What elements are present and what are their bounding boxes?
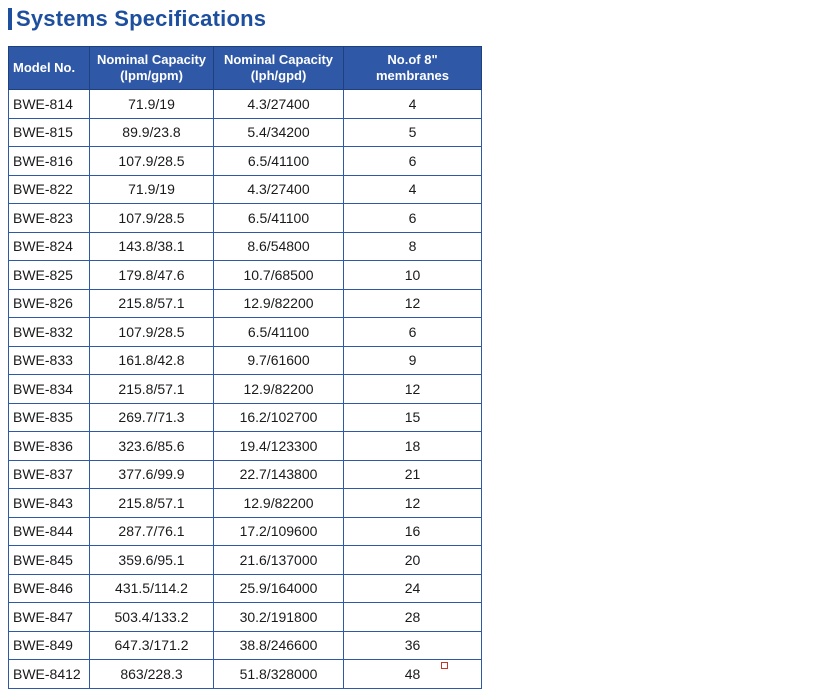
membranes-cell: 16 (344, 517, 482, 546)
header-capacity-lph (214, 47, 344, 90)
capacity-lpm-cell: 179.8/47.6 (90, 261, 214, 290)
membranes-cell: 6 (344, 318, 482, 347)
capacity-lph-cell: 12.9/82200 (214, 289, 344, 318)
model-cell: BWE-824 (9, 232, 90, 261)
model-cell: BWE-816 (9, 147, 90, 176)
capacity-lph-cell: 4.3/27400 (214, 175, 344, 204)
model-cell: BWE-823 (9, 204, 90, 233)
membranes-cell: 8 (344, 232, 482, 261)
model-cell: BWE-846 (9, 574, 90, 603)
membranes-cell: 21 (344, 460, 482, 489)
page-title-container (8, 4, 266, 34)
table-row (9, 403, 482, 432)
capacity-lpm-cell: 647.3/171.2 (90, 631, 214, 660)
capacity-lpm-cell: 161.8/42.8 (90, 346, 214, 375)
capacity-lph-cell: 30.2/191800 (214, 603, 344, 632)
capacity-lpm-cell: 71.9/19 (90, 90, 214, 119)
table-row (9, 204, 482, 233)
membranes-cell: 4 (344, 175, 482, 204)
capacity-lpm-cell: 89.9/23.8 (90, 118, 214, 147)
capacity-lpm-cell: 215.8/57.1 (90, 375, 214, 404)
table-row (9, 175, 482, 204)
spec-table (8, 46, 482, 689)
membranes-cell: 24 (344, 574, 482, 603)
model-cell: BWE-843 (9, 489, 90, 518)
table-row (9, 261, 482, 290)
model-cell: BWE-845 (9, 546, 90, 575)
membranes-cell: 15 (344, 403, 482, 432)
model-cell: BWE-8412 (9, 660, 90, 689)
header-line: Nominal Capacity (223, 52, 334, 67)
capacity-lpm-cell: 431.5/114.2 (90, 574, 214, 603)
capacity-lpm-cell: 503.4/133.2 (90, 603, 214, 632)
header-line: No.of 8" (387, 52, 438, 67)
membranes-cell: 10 (344, 261, 482, 290)
table-row (9, 90, 482, 119)
membranes-cell: 12 (344, 375, 482, 404)
capacity-lpm-cell: 287.7/76.1 (90, 517, 214, 546)
membranes-cell: 12 (344, 289, 482, 318)
table-row (9, 517, 482, 546)
header-capacity-lpm (90, 47, 214, 90)
membranes-cell: 18 (344, 432, 482, 461)
table-row (9, 489, 482, 518)
model-cell: BWE-833 (9, 346, 90, 375)
capacity-lph-cell: 12.9/82200 (214, 375, 344, 404)
capacity-lpm-cell: 107.9/28.5 (90, 318, 214, 347)
capacity-lpm-cell: 323.6/85.6 (90, 432, 214, 461)
table-row (9, 460, 482, 489)
membranes-cell: 6 (344, 147, 482, 176)
capacity-lph-cell: 25.9/164000 (214, 574, 344, 603)
membranes-cell: 12 (344, 489, 482, 518)
capacity-lph-cell: 17.2/109600 (214, 517, 344, 546)
table-row (9, 660, 482, 689)
membranes-cell: 9 (344, 346, 482, 375)
table-header-row (9, 47, 482, 90)
capacity-lph-cell: 6.5/41100 (214, 147, 344, 176)
capacity-lph-cell: 51.8/328000 (214, 660, 344, 689)
capacity-lph-cell: 10.7/68500 (214, 261, 344, 290)
capacity-lph-cell: 9.7/61600 (214, 346, 344, 375)
table-row (9, 318, 482, 347)
membranes-cell: 5 (344, 118, 482, 147)
model-cell: BWE-832 (9, 318, 90, 347)
header-line: (lpm/gpm) (120, 68, 183, 83)
table-row (9, 289, 482, 318)
membranes-cell: 28 (344, 603, 482, 632)
capacity-lpm-cell: 143.8/38.1 (90, 232, 214, 261)
capacity-lpm-cell: 107.9/28.5 (90, 204, 214, 233)
model-cell: BWE-847 (9, 603, 90, 632)
model-cell: BWE-837 (9, 460, 90, 489)
table-row (9, 346, 482, 375)
model-cell: BWE-844 (9, 517, 90, 546)
table-row (9, 432, 482, 461)
capacity-lpm-cell: 107.9/28.5 (90, 147, 214, 176)
capacity-lph-cell: 8.6/54800 (214, 232, 344, 261)
capacity-lph-cell: 22.7/143800 (214, 460, 344, 489)
membranes-cell: 36 (344, 631, 482, 660)
capacity-lpm-cell: 215.8/57.1 (90, 289, 214, 318)
table-row (9, 375, 482, 404)
header-model-no (9, 47, 90, 90)
model-cell: BWE-826 (9, 289, 90, 318)
header-line: Model No. (13, 60, 76, 75)
capacity-lph-cell: 6.5/41100 (214, 204, 344, 233)
capacity-lpm-cell: 359.6/95.1 (90, 546, 214, 575)
table-row (9, 147, 482, 176)
model-cell: BWE-835 (9, 403, 90, 432)
capacity-lpm-cell: 377.6/99.9 (90, 460, 214, 489)
page-title: Systems Specifications (16, 6, 267, 31)
header-membranes (344, 47, 482, 90)
table-row (9, 574, 482, 603)
capacity-lpm-cell: 71.9/19 (90, 175, 214, 204)
membranes-cell: 6 (344, 204, 482, 233)
title-accent-bar (8, 8, 12, 30)
model-cell: BWE-815 (9, 118, 90, 147)
capacity-lph-cell: 21.6/137000 (214, 546, 344, 575)
table-row (9, 631, 482, 660)
table-row (9, 232, 482, 261)
capacity-lpm-cell: 863/228.3 (90, 660, 214, 689)
small-square-icon (441, 662, 448, 669)
model-cell: BWE-836 (9, 432, 90, 461)
membranes-cell: 4 (344, 90, 482, 119)
capacity-lph-cell: 5.4/34200 (214, 118, 344, 147)
capacity-lph-cell: 19.4/123300 (214, 432, 344, 461)
membranes-cell: 20 (344, 546, 482, 575)
membranes-cell: 48 (344, 660, 482, 689)
model-cell: BWE-822 (9, 175, 90, 204)
table-row (9, 603, 482, 632)
header-line: Nominal Capacity (96, 52, 207, 67)
header-line: (lph/gpd) (250, 68, 307, 83)
header-line: membranes (376, 68, 449, 83)
model-cell: BWE-849 (9, 631, 90, 660)
capacity-lph-cell: 12.9/82200 (214, 489, 344, 518)
table-body (9, 90, 482, 689)
model-cell: BWE-834 (9, 375, 90, 404)
model-cell: BWE-814 (9, 90, 90, 119)
capacity-lph-cell: 16.2/102700 (214, 403, 344, 432)
capacity-lpm-cell: 269.7/71.3 (90, 403, 214, 432)
capacity-lph-cell: 6.5/41100 (214, 318, 344, 347)
capacity-lpm-cell: 215.8/57.1 (90, 489, 214, 518)
model-cell: BWE-825 (9, 261, 90, 290)
table-row (9, 118, 482, 147)
capacity-lph-cell: 38.8/246600 (214, 631, 344, 660)
capacity-lph-cell: 4.3/27400 (214, 90, 344, 119)
table-row (9, 546, 482, 575)
